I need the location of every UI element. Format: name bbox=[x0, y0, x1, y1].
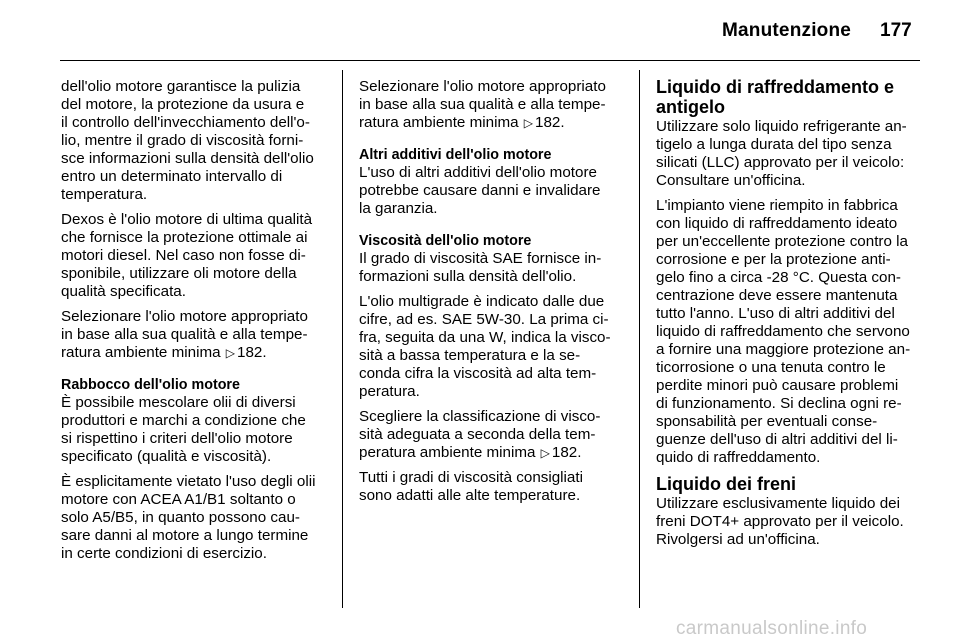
text-line: sce informazioni sulla densità dell'olio bbox=[61, 150, 314, 167]
text-line: Utilizzare esclusivamente liquido dei bbox=[656, 495, 900, 512]
page-reference-link[interactable]: 182. bbox=[551, 444, 582, 461]
text-line: che fornisce la protezione ottimale ai bbox=[61, 229, 308, 246]
text-fragment: peratura ambiente minima bbox=[359, 444, 536, 461]
text-line: conda cifra la viscosità ad alta tem- bbox=[359, 365, 597, 382]
section-oil-topup bbox=[61, 376, 329, 466]
text-line: il controllo dell'invecchiamento dell'o- bbox=[61, 114, 310, 131]
text-line: Consultare un'officina. bbox=[656, 172, 806, 189]
page-reference-link[interactable]: 182. bbox=[535, 114, 565, 131]
text-line: Rivolgersi ad un'officina. bbox=[656, 531, 820, 548]
text-line: Selezionare l'olio motore appropriato bbox=[61, 308, 308, 325]
text-line: dell'olio motore garantisce la pulizia bbox=[61, 78, 301, 95]
paragraph-high-temp bbox=[359, 469, 627, 505]
text-line: peratura. bbox=[359, 383, 420, 400]
cross-reference-arrow-icon: ▷ bbox=[225, 346, 236, 360]
text-line: in base alla sua qualità e alla tempe- bbox=[61, 326, 308, 343]
section-other-additives bbox=[359, 146, 627, 218]
text-line: gelo fino a circa -28 °C. Questa con- bbox=[656, 269, 901, 286]
cross-reference-arrow-icon: ▷ bbox=[523, 116, 534, 130]
text-line: a fornire una maggiore protezione an- bbox=[656, 341, 911, 358]
text-line: L'olio multigrade è indicato dalle due bbox=[359, 293, 605, 310]
text-line bbox=[359, 114, 627, 132]
section-coolant bbox=[656, 78, 924, 117]
text-line: motore con ACEA A1/B1 soltanto o bbox=[61, 491, 296, 508]
text-line: di funzionamento. Si declina ogni re- bbox=[656, 395, 902, 412]
watermark: carmanualsonline.info bbox=[676, 618, 868, 639]
page-title: Manutenzione bbox=[722, 20, 852, 41]
column-divider-1 bbox=[342, 70, 343, 608]
text-line: freni DOT4+ approvato per il veicolo. bbox=[656, 513, 904, 530]
text-line: L'uso di altri additivi dell'olio motore bbox=[359, 164, 597, 181]
text-line: sponsabilità per eventuali conse- bbox=[656, 413, 878, 430]
text-line: sità adeguata a seconda della tem- bbox=[359, 426, 596, 443]
section-heading-coolant: antigelo bbox=[656, 97, 726, 117]
text-line: perdite minori può causare problemi bbox=[656, 377, 899, 394]
text-line: ticorrosione o una tenuta contro le bbox=[656, 359, 886, 376]
text-line: fra, seguita da una W, indica la visco- bbox=[359, 329, 611, 346]
text-line: temperatura. bbox=[61, 186, 148, 203]
text-line: È possibile mescolare olii di diversi bbox=[61, 394, 296, 411]
text-line: potrebbe causare danni e invalidare bbox=[359, 182, 601, 199]
text-line: con liquido di raffreddamento ideato bbox=[656, 215, 898, 232]
column-1 bbox=[61, 78, 329, 570]
text-line: corrosione e per la protezione anti- bbox=[656, 251, 891, 268]
text-line: la garanzia. bbox=[359, 200, 438, 217]
paragraph-multigrade bbox=[359, 293, 627, 401]
text-line: solo A5/B5, in quanto possono cau- bbox=[61, 509, 300, 526]
paragraph-acea-warning bbox=[61, 473, 329, 563]
header-rule bbox=[60, 60, 920, 61]
text-line: Il grado di viscosità SAE fornisce in- bbox=[359, 250, 602, 267]
page-reference-link[interactable]: 182. bbox=[237, 344, 267, 361]
text-line: liquido di raffreddamento che servono bbox=[656, 323, 910, 340]
text-fragment: ratura ambiente minima bbox=[61, 344, 221, 361]
text-line: in base alla sua qualità e alla tempe- bbox=[359, 96, 606, 113]
text-line: sponibile, utilizzare oli motore della bbox=[61, 265, 297, 282]
text-line: si rispettino i criteri dell'olio motore bbox=[61, 430, 293, 447]
text-line: silicati (LLC) approvato per il veicolo: bbox=[656, 154, 905, 171]
text-line: per un'eccellente protezione contro la bbox=[656, 233, 908, 250]
text-line: L'impianto viene riempito in fabbrica bbox=[656, 197, 898, 214]
text-line: qualità specificata. bbox=[61, 283, 186, 300]
paragraph-select-oil bbox=[359, 78, 627, 132]
section-heading: Altri additivi dell'olio motore bbox=[359, 147, 552, 163]
text-line: centrazione deve essere mantenuta bbox=[656, 287, 898, 304]
text-line: Scegliere la classificazione di visco- bbox=[359, 408, 601, 425]
section-brake-fluid bbox=[656, 475, 924, 494]
text-line: motori diesel. Nel caso non fosse di- bbox=[61, 247, 306, 264]
text-line: guenze dell'uso di altri additivi del li- bbox=[656, 431, 898, 448]
text-line: sono adatti alle alte temperature. bbox=[359, 487, 581, 504]
paragraph-oil-quality bbox=[61, 78, 329, 204]
text-line: sare danni al motore a lungo termine bbox=[61, 527, 309, 544]
text-line: produttori e marchi a condizione che bbox=[61, 412, 306, 429]
text-line: Tutti i gradi di viscosità consigliati bbox=[359, 469, 583, 486]
text-line: specificato (qualità e viscosità). bbox=[61, 448, 272, 465]
section-heading: Rabbocco dell'olio motore bbox=[61, 377, 240, 393]
cross-reference-arrow-icon: ▷ bbox=[540, 446, 550, 460]
text-line: in certe condizioni di esercizio. bbox=[61, 545, 267, 562]
paragraph-coolant-type bbox=[656, 118, 924, 190]
paragraph-dexos bbox=[61, 211, 329, 301]
paragraph-select-oil bbox=[61, 308, 329, 362]
column-3 bbox=[656, 78, 924, 556]
section-heading: Viscosità dell'olio motore bbox=[359, 233, 532, 249]
page-number: 177 bbox=[880, 20, 912, 41]
text-line: del motore, la protezione da usura e bbox=[61, 96, 305, 113]
column-2 bbox=[359, 78, 627, 512]
text-line: tutto l'anno. L'uso di altri additivi del bbox=[656, 305, 895, 322]
paragraph-brake-fluid bbox=[656, 495, 924, 549]
text-line: Utilizzare solo liquido refrigerante an- bbox=[656, 118, 907, 135]
text-line: tigelo a lunga durata del tipo senza bbox=[656, 136, 892, 153]
text-line: cifre, ad es. SAE 5W-30. La prima ci- bbox=[359, 311, 609, 328]
text-line bbox=[359, 444, 627, 462]
text-line: sità a bassa temperatura e la se- bbox=[359, 347, 581, 364]
text-line bbox=[61, 344, 329, 362]
text-line: Dexos è l'olio motore di ultima qualità bbox=[61, 211, 313, 228]
text-line: Selezionare l'olio motore appropriato bbox=[359, 78, 606, 95]
section-heading-brake-fluid: Liquido dei freni bbox=[656, 474, 796, 494]
column-divider-2 bbox=[639, 70, 640, 608]
section-oil-viscosity bbox=[359, 232, 627, 286]
paragraph-coolant-factory bbox=[656, 197, 924, 467]
text-line: È esplicitamente vietato l'uso degli olii bbox=[61, 473, 316, 490]
section-heading-coolant: Liquido di raffreddamento e bbox=[656, 77, 895, 97]
text-fragment: ratura ambiente minima bbox=[359, 114, 519, 131]
text-line: quido di raffreddamento. bbox=[656, 449, 821, 466]
text-line: entro un determinato intervallo di bbox=[61, 168, 283, 185]
paragraph-viscosity-class bbox=[359, 408, 627, 462]
text-line: formazioni sulla densità dell'olio. bbox=[359, 268, 577, 285]
text-line: lio, mentre il grado di viscosità forni- bbox=[61, 132, 304, 149]
